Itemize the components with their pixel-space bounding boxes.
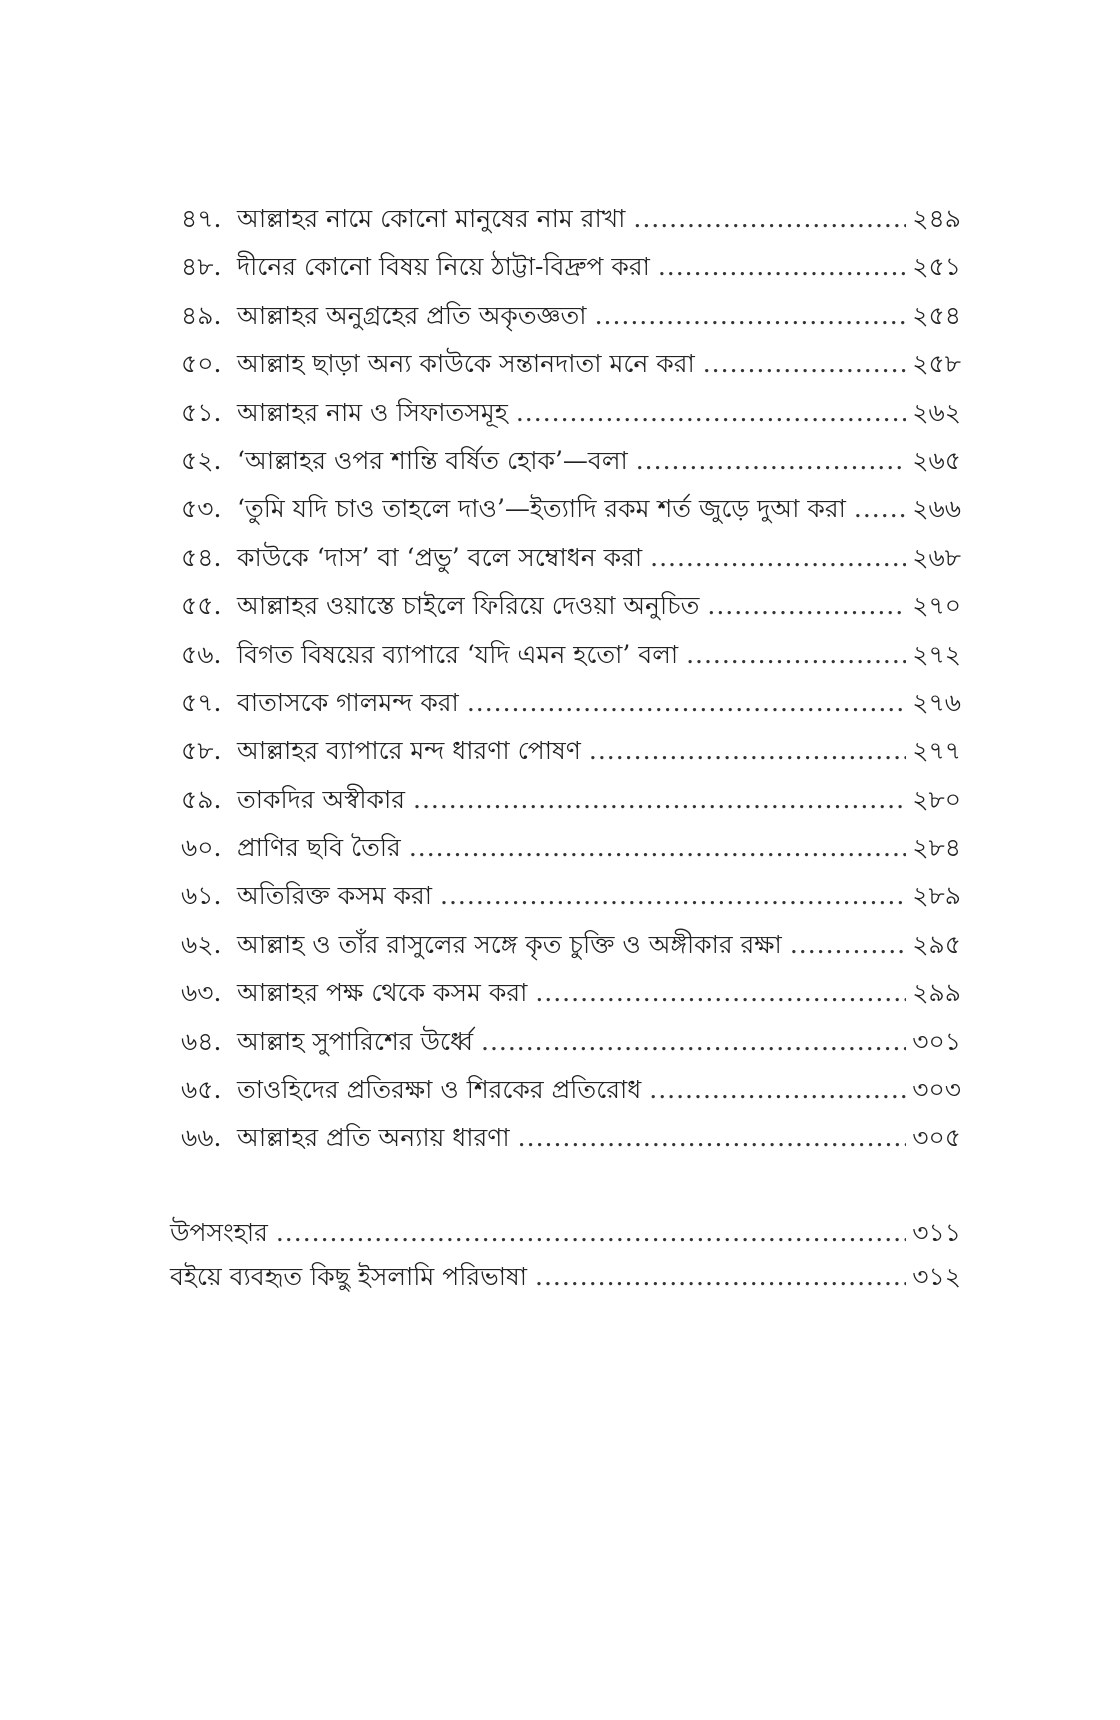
entry-page-number: ৩১২ [912,1262,961,1291]
toc-entry[interactable] [0,203,1120,251]
entry-title: ‘আল্লাহর ওপর শান্তি বর্ষিত হোক’—বলা [237,445,628,475]
dot-leader [707,590,906,622]
entry-number: ৬৫. [181,1075,222,1105]
toc-entry[interactable] [0,1026,1120,1074]
entry-page-number: ২৮৯ [912,881,961,911]
entry-title: প্রাণির ছবি তৈরি [237,833,401,863]
toc-entry[interactable] [0,300,1120,348]
entry-number: ৬২. [181,929,222,959]
entry-page-number: ৩০৫ [912,1123,961,1153]
entry-number: ৫৮. [181,736,222,766]
toc-entry-glossary[interactable] [0,1261,1120,1305]
entry-title: আল্লাহ সুপারিশের উর্ধ্বে [237,1026,473,1056]
entry-page-number: ৩১১ [912,1218,961,1247]
entry-title: ‘তুমি যদি চাও তাহলে দাও’—ইত্যাদি রকম শর্ত জুড়ে দুআ করা [237,494,846,524]
entry-line [237,493,961,525]
entry-title: আল্লাহর নাম ও সিফাতসমূহ [237,397,508,427]
toc-entry[interactable] [0,832,1120,880]
entry-line [237,880,961,912]
entry-number: ৫১. [181,397,222,427]
dot-leader [686,639,906,671]
dot-leader [595,300,907,332]
toc-entry[interactable] [0,735,1120,783]
toc-entry[interactable] [0,397,1120,445]
entry-page-number: ২৬৮ [912,542,961,572]
entry-line [237,1074,961,1106]
dot-leader [440,880,906,912]
dot-leader [516,397,906,429]
toc-entry[interactable] [0,880,1120,928]
entry-page-number: ৩০৩ [912,1075,961,1105]
entry-page-number: ২৯৫ [912,929,961,959]
entry-number: ৬০. [181,833,222,863]
entry-number: ৪৯. [181,300,222,330]
entry-line [237,639,961,671]
entry-line [237,832,961,864]
entry-line [237,542,961,574]
entry-title: বিগত বিষয়ের ব্যাপারে ‘যদি এমন হতো’ বলা [237,639,679,669]
entry-line [237,687,961,719]
entry-line [237,251,961,283]
table-of-contents [0,203,1120,1171]
entry-title: আল্লাহ ও তাঁর রাসুলের সঙ্গে কৃত চুক্তি ও অঙ্গীকার রক্ষা [237,929,782,959]
dot-leader [518,1122,907,1154]
entry-page-number: ২৮৪ [912,833,961,863]
toc-entry[interactable] [0,251,1120,299]
entry-title: তাওহিদের প্রতিরক্ষা ও শিরকের প্রতিরোধ [237,1075,642,1105]
entry-line [237,445,961,477]
dot-leader [589,735,906,767]
entry-line [237,735,961,767]
entry-line [170,1261,961,1293]
dot-leader [790,929,906,961]
entry-title: তাকদির অস্বীকার [237,784,405,814]
entry-number: ৪৭. [181,204,222,233]
toc-entry[interactable] [0,639,1120,687]
entry-page-number: ২৯৯ [912,978,961,1008]
toc-entry[interactable] [0,1122,1120,1170]
entry-line [237,977,961,1009]
entry-number: ৫৭. [181,687,222,717]
dot-leader [854,493,906,525]
dot-leader [413,784,906,816]
entry-title: অতিরিক্ত কসম করা [237,881,433,911]
entry-title: আল্লাহর প্রতি অন্যায় ধারণা [237,1123,510,1153]
entry-page-number: ২৫১ [912,252,961,282]
entry-page-number: ২৬২ [912,397,961,427]
entry-title: কাউকে ‘দাস’ বা ‘প্রভু’ বলে সম্বোধন করা [237,542,643,572]
toc-entry[interactable] [0,348,1120,396]
entry-line [237,590,961,622]
toc-entry[interactable] [0,445,1120,493]
dot-leader [535,977,906,1009]
entry-number: ৬১. [181,881,222,911]
dot-leader [636,445,907,477]
entry-page-number: ২৭৬ [912,687,961,717]
toc-entry[interactable] [0,1074,1120,1122]
toc-entry[interactable] [0,929,1120,977]
entry-page-number: ২৭৭ [912,736,961,766]
entry-title: আল্লাহ ছাড়া অন্য কাউকে সন্তানদাতা মনে করা [237,349,695,379]
dot-leader [535,1261,906,1293]
entry-number: ৫৪. [181,542,222,572]
entry-number: ৫৩. [181,494,222,524]
toc-entry-conclusion[interactable] [0,1217,1120,1261]
entry-number: ৫৬. [181,639,222,669]
entry-title: বাতাসকে গালমন্দ করা [237,687,459,717]
entry-page-number: ২৭২ [912,639,961,669]
entry-title: আল্লাহর ওয়াস্তে চাইলে ফিরিয়ে দেওয়া অনুচিত [237,591,700,621]
entry-number: ৫৫. [181,591,222,621]
entry-title: বইয়ে ব্যবহৃত কিছু ইসলামি পরিভাষা [170,1262,528,1291]
dot-leader [276,1217,906,1249]
entry-title: আল্লাহর পক্ষ থেকে কসম করা [237,978,528,1008]
entry-page-number: ২৭০ [912,591,961,621]
entry-page-number: ৩০১ [912,1026,961,1056]
entry-number: ৫০. [181,349,222,379]
entry-number: ৫৯. [181,784,222,814]
entry-number: ৪৮. [181,252,222,282]
entry-title: আল্লাহর নামে কোনো মানুষের নাম রাখা [237,204,626,233]
dot-leader [467,687,906,719]
entry-title: আল্লাহর অনুগ্রহের প্রতি অকৃতজ্ঞতা [237,300,587,330]
dot-leader [650,542,906,574]
entry-page-number: ২৪৯ [912,204,961,233]
dot-leader [481,1026,906,1058]
entry-number: ৬৪. [181,1026,222,1056]
entry-title: দীনের কোনো বিষয় নিয়ে ঠাট্টা-বিদ্রুপ করা [237,252,650,282]
dot-leader [633,203,906,235]
back-matter-list [0,1217,1120,1305]
toc-entry[interactable] [0,687,1120,735]
toc-entry[interactable] [0,493,1120,541]
entry-line [237,203,961,235]
dot-leader [649,1074,906,1106]
dot-leader [409,832,906,864]
entry-page-number: ২৮০ [912,784,961,814]
entry-line [237,929,961,961]
toc-entry[interactable] [0,542,1120,590]
entry-line [237,784,961,816]
entry-page-number: ২৬৬ [912,494,961,524]
entry-number: ৫২. [181,445,222,475]
entry-page-number: ২৬৫ [912,445,961,475]
entry-line [237,300,961,332]
entry-number: ৬৬. [181,1123,222,1153]
entry-page-number: ২৫৪ [912,300,961,330]
entry-line [237,1026,961,1058]
dot-leader [658,251,906,283]
entry-page-number: ২৫৮ [912,349,961,379]
dot-leader [703,348,907,380]
toc-entry[interactable] [0,977,1120,1025]
toc-entry[interactable] [0,590,1120,638]
entry-line [170,1217,961,1249]
entry-title: উপসংহার [170,1218,268,1247]
toc-entry[interactable] [0,784,1120,832]
entry-line [237,1122,961,1154]
entry-number: ৬৩. [181,978,222,1008]
entry-line [237,348,961,380]
entry-title: আল্লাহর ব্যাপারে মন্দ ধারণা পোষণ [237,736,581,766]
entry-line [237,397,961,429]
